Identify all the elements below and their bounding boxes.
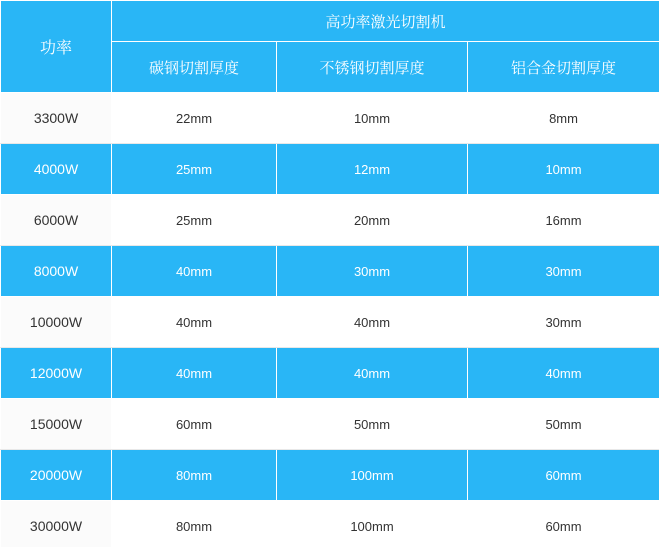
- column-header-aluminum-alloy: 铝合金切割厚度: [468, 42, 659, 93]
- cell-thickness: 16mm: [468, 195, 659, 246]
- table-row: [1, 348, 659, 399]
- table-row: [1, 246, 659, 297]
- table-row: [1, 501, 659, 547]
- cell-thickness: 80mm: [112, 501, 277, 547]
- column-header-power: 功率: [1, 1, 112, 93]
- table-row: [1, 93, 659, 144]
- cell-thickness: 22mm: [112, 93, 277, 144]
- cell-thickness: 30mm: [277, 246, 468, 297]
- column-header-carbon-steel: 碳钢切割厚度: [112, 42, 277, 93]
- table-row: [1, 297, 659, 348]
- cell-thickness: 25mm: [112, 144, 277, 195]
- cell-thickness: 20mm: [277, 195, 468, 246]
- cell-power: 20000W: [1, 450, 112, 501]
- table-row: [1, 399, 659, 450]
- cell-thickness: 40mm: [112, 246, 277, 297]
- cell-thickness: 50mm: [468, 399, 659, 450]
- table-row: [1, 450, 659, 501]
- cell-power: 4000W: [1, 144, 112, 195]
- cell-thickness: 40mm: [468, 348, 659, 399]
- cell-thickness: 50mm: [277, 399, 468, 450]
- cell-power: 30000W: [1, 501, 112, 547]
- cell-thickness: 30mm: [468, 246, 659, 297]
- cell-power: 12000W: [1, 348, 112, 399]
- cell-thickness: 60mm: [468, 450, 659, 501]
- table-row: [1, 144, 659, 195]
- cell-thickness: 100mm: [277, 501, 468, 547]
- cell-power: 6000W: [1, 195, 112, 246]
- cell-thickness: 25mm: [112, 195, 277, 246]
- cell-power: 8000W: [1, 246, 112, 297]
- table-header-row-title: [1, 1, 659, 42]
- cell-thickness: 60mm: [112, 399, 277, 450]
- cell-power: 3300W: [1, 93, 112, 144]
- cell-power: 10000W: [1, 297, 112, 348]
- cell-thickness: 40mm: [112, 348, 277, 399]
- cell-power: 15000W: [1, 399, 112, 450]
- cell-thickness: 40mm: [277, 297, 468, 348]
- cell-thickness: 30mm: [468, 297, 659, 348]
- cell-thickness: 10mm: [277, 93, 468, 144]
- cell-thickness: 40mm: [277, 348, 468, 399]
- cell-thickness: 80mm: [112, 450, 277, 501]
- cell-thickness: 60mm: [468, 501, 659, 547]
- column-header-stainless-steel: 不锈钢切割厚度: [277, 42, 468, 93]
- cell-thickness: 12mm: [277, 144, 468, 195]
- table-title: 高功率激光切割机: [112, 1, 659, 42]
- cell-thickness: 40mm: [112, 297, 277, 348]
- table-row: [1, 195, 659, 246]
- cell-thickness: 10mm: [468, 144, 659, 195]
- cell-thickness: 100mm: [277, 450, 468, 501]
- cell-thickness: 8mm: [468, 93, 659, 144]
